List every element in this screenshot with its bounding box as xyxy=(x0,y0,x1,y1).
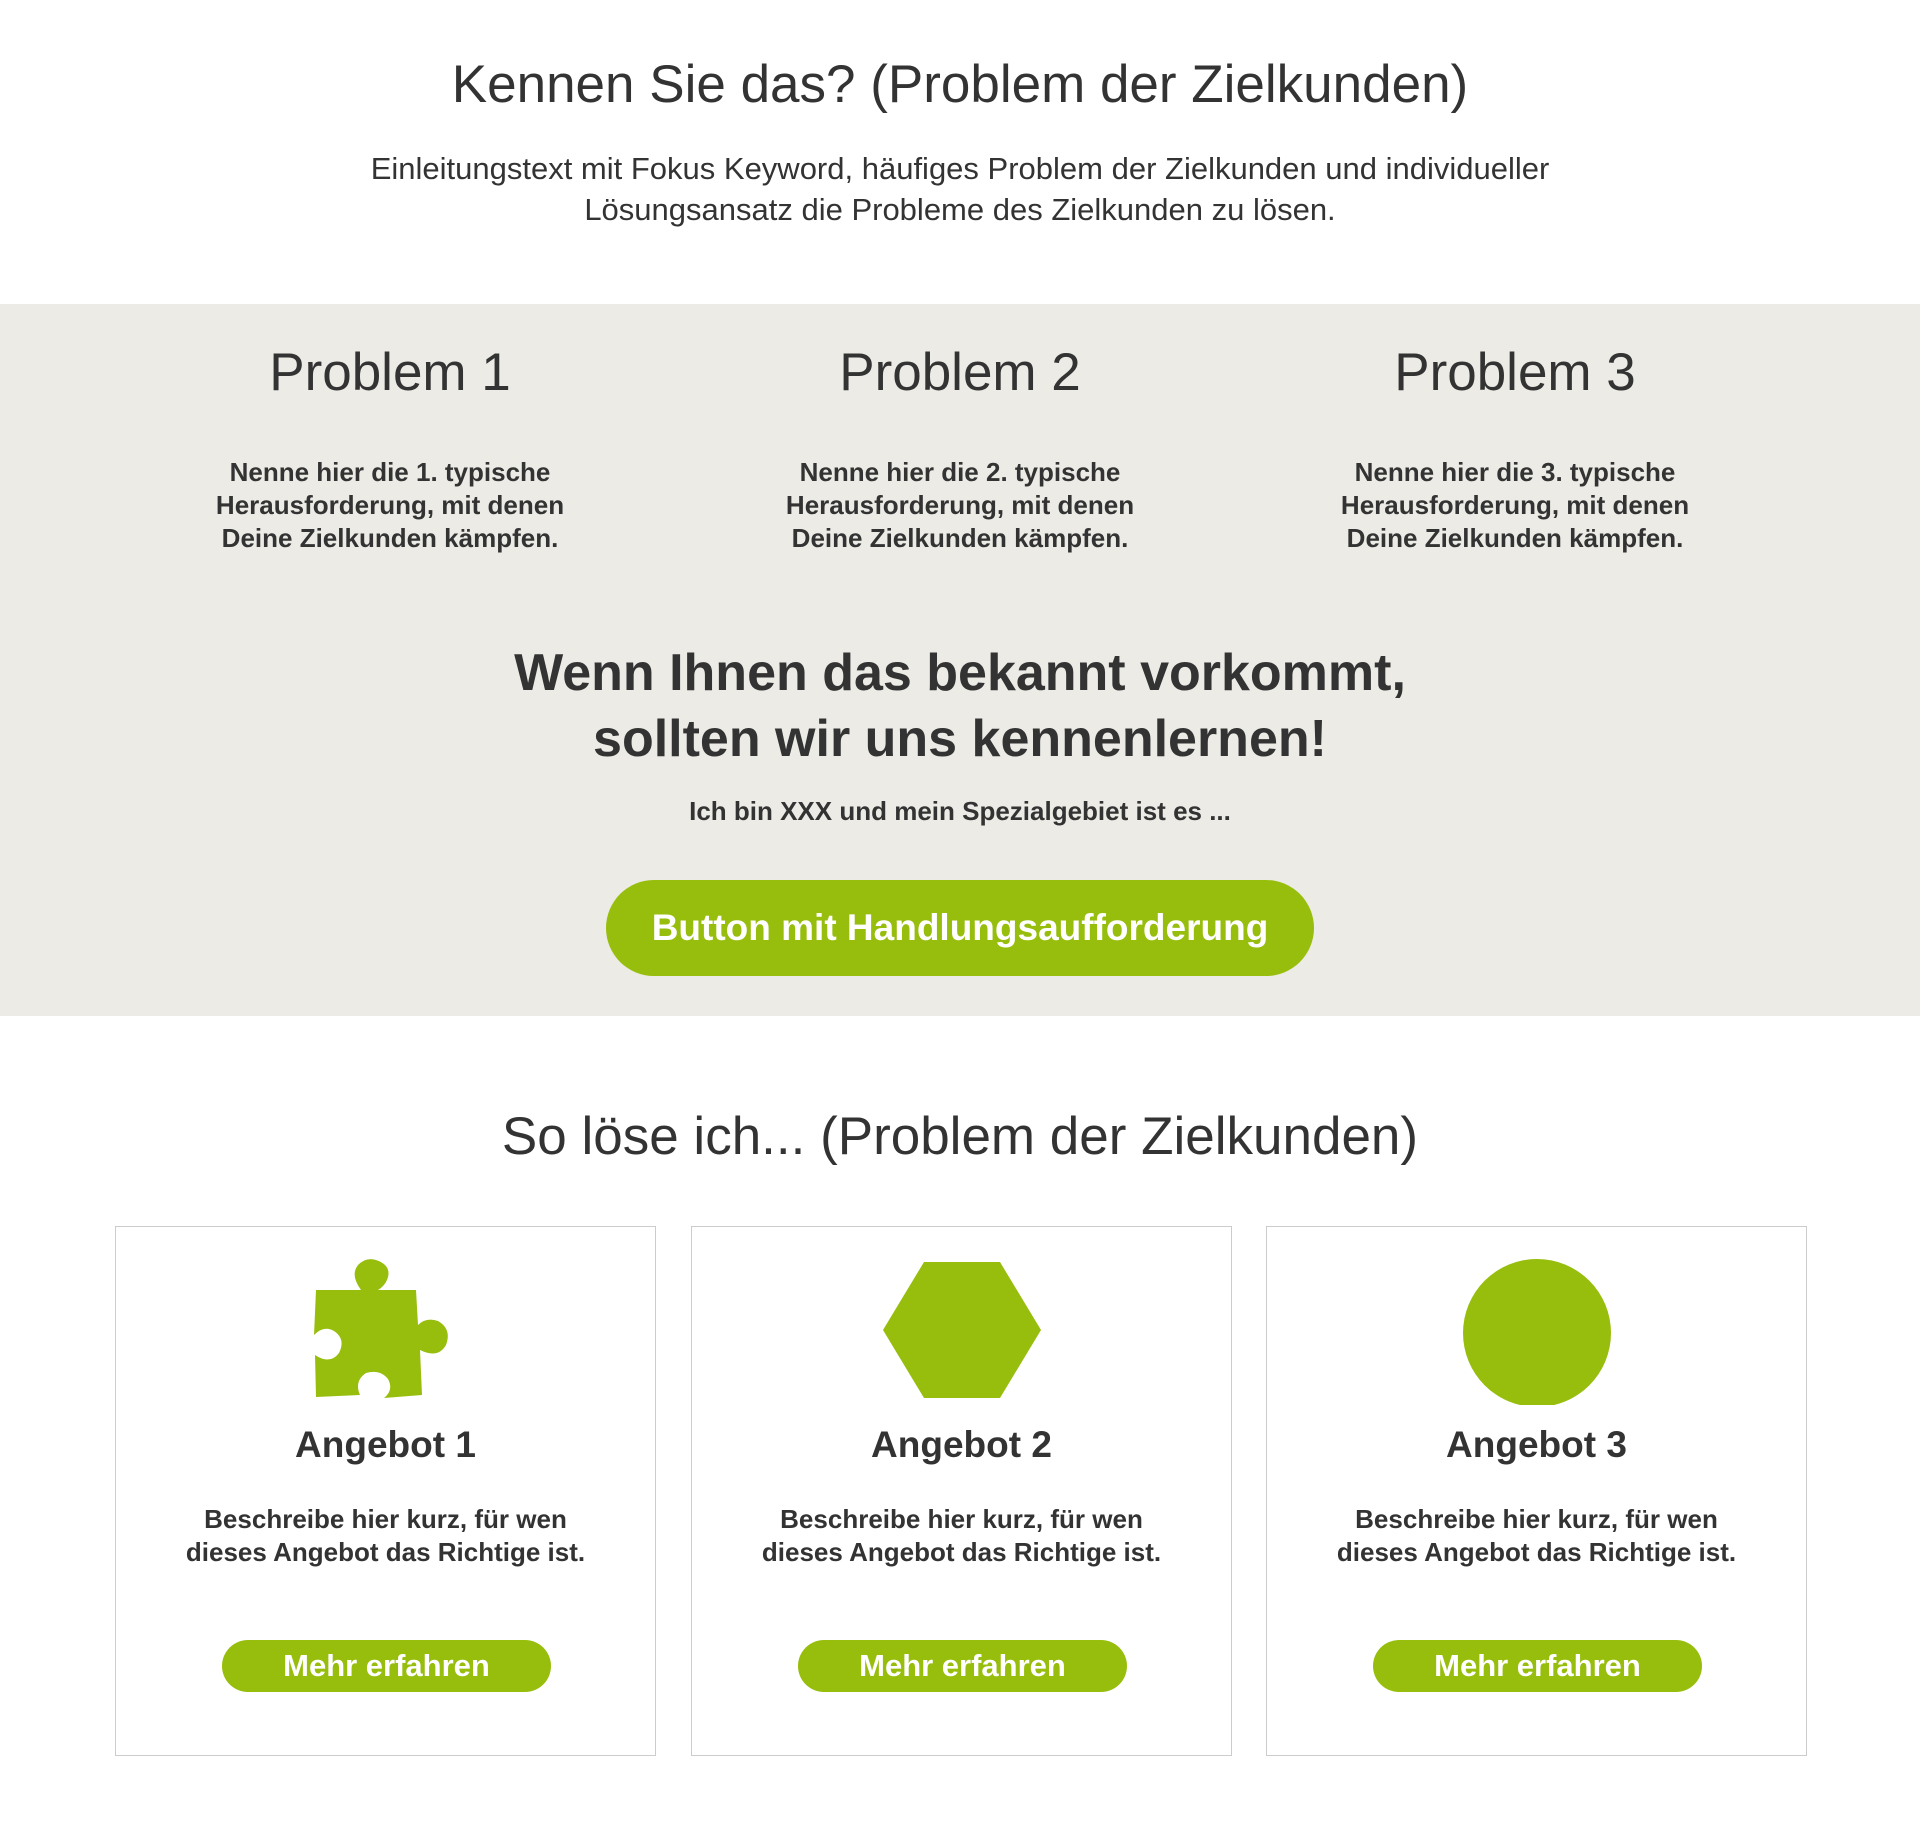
offer-text: Beschreibe hier kurz, für wen dieses Angebot das Richtige ist. xyxy=(761,1504,1162,1567)
cta-title-line-2: sollten wir uns kennenlernen! xyxy=(593,710,1327,768)
learn-more-button[interactable]: Mehr erfahren xyxy=(1373,1640,1702,1692)
offer-text: Beschreibe hier kurz, für wen dieses Angebot das Richtige ist. xyxy=(185,1504,586,1567)
problem-text: Nenne hier die 1. typische Herausforderung, mit denen Deine Zielkunden kämpfen. xyxy=(215,457,565,553)
intro-text: Einleitungstext mit Fokus Keyword, häufiges Problem der Zielkunden und individueller Lösungsansatz die Probleme des Zielkunden zu lösen. xyxy=(370,151,1550,227)
solutions-title: So löse ich... (Problem der Zielkunden) xyxy=(501,1107,1419,1166)
cta-title xyxy=(0,640,1920,772)
offer-text: Beschreibe hier kurz, für wen dieses Angebot das Richtige ist. xyxy=(1336,1504,1737,1567)
puzzle-icon xyxy=(306,1255,466,1405)
offer-title: Angebot 1 xyxy=(295,1424,476,1465)
offer-card-2 xyxy=(691,1226,1232,1756)
hexagon-icon xyxy=(882,1255,1042,1405)
problem-block-1 xyxy=(170,340,610,555)
call-to-action-button[interactable]: Button mit Handlungsaufforderung xyxy=(606,880,1314,976)
problem-text: Nenne hier die 2. typische Herausforderung, mit denen Deine Zielkunden kämpfen. xyxy=(785,457,1135,553)
circle-icon xyxy=(1457,1255,1617,1405)
problems-band xyxy=(0,304,1920,1016)
intro-section xyxy=(0,0,1920,304)
problem-title: Problem 1 xyxy=(269,343,511,402)
offer-title: Angebot 3 xyxy=(1446,1424,1627,1465)
offer-card-3 xyxy=(1266,1226,1807,1756)
offer-title: Angebot 2 xyxy=(871,1424,1052,1465)
problem-block-2 xyxy=(740,340,1180,555)
learn-more-button[interactable]: Mehr erfahren xyxy=(222,1640,551,1692)
cta-subtitle: Ich bin XXX und mein Spezialgebiet ist es ... xyxy=(689,796,1231,826)
offer-card-1 xyxy=(115,1226,656,1756)
intro-title: Kennen Sie das? (Problem der Zielkunden) xyxy=(451,55,1469,114)
problem-title: Problem 2 xyxy=(839,343,1081,402)
cta-title-line-1: Wenn Ihnen das bekannt vorkommt, xyxy=(514,644,1406,702)
learn-more-button[interactable]: Mehr erfahren xyxy=(798,1640,1127,1692)
problem-block-3 xyxy=(1295,340,1735,555)
problem-title: Problem 3 xyxy=(1394,343,1636,402)
problem-text: Nenne hier die 3. typische Herausforderung, mit denen Deine Zielkunden kämpfen. xyxy=(1340,457,1690,553)
